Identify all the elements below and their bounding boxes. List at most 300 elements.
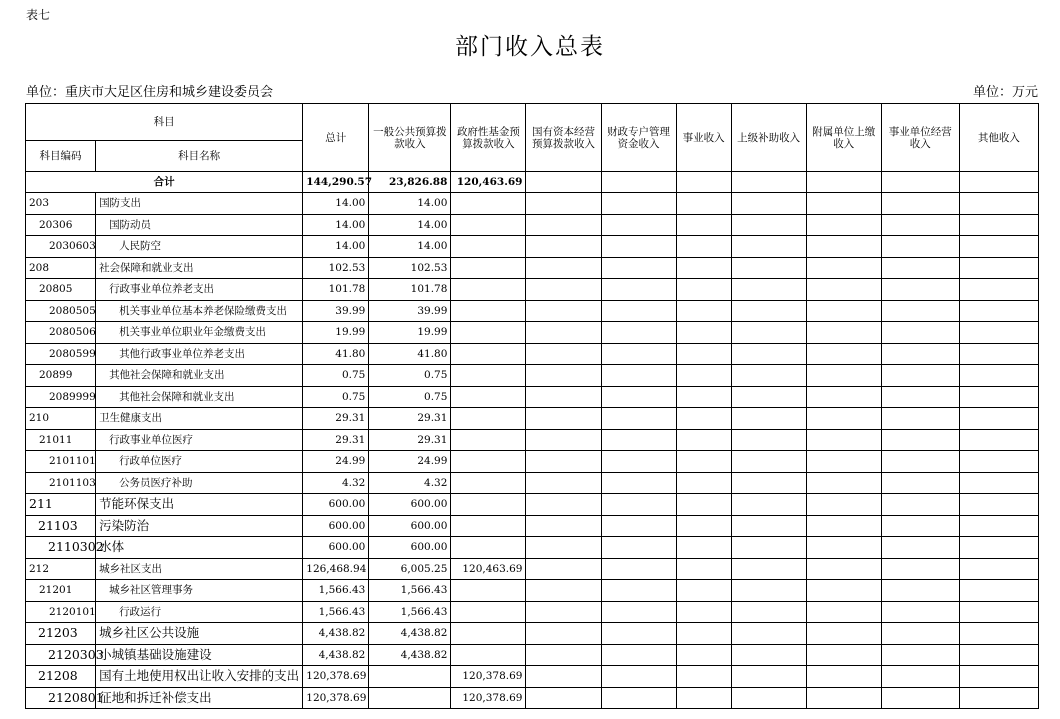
empty-cell: [601, 580, 676, 602]
row-code: 20899: [26, 365, 96, 387]
empty-cell: [676, 644, 731, 666]
row-general: 0.75: [369, 365, 451, 387]
row-fund: [451, 408, 526, 430]
row-name: 水体: [96, 537, 303, 559]
empty-cell: [959, 558, 1038, 580]
empty-cell: [526, 451, 601, 473]
empty-cell: [601, 365, 676, 387]
empty-cell: [731, 257, 806, 279]
empty-cell: [806, 515, 881, 537]
empty-cell: [881, 257, 959, 279]
empty-cell: [526, 193, 601, 215]
empty-cell: [959, 257, 1038, 279]
empty-cell: [731, 601, 806, 623]
empty-cell: [806, 644, 881, 666]
empty-cell: [731, 300, 806, 322]
row-general: 19.99: [369, 322, 451, 344]
empty-cell: [731, 558, 806, 580]
empty-cell: [676, 472, 731, 494]
empty-cell: [881, 236, 959, 258]
row-name: 公务员医疗补助: [96, 472, 303, 494]
row-fund: [451, 193, 526, 215]
row-total: 126,468.94: [303, 558, 369, 580]
row-fund: [451, 236, 526, 258]
row-total: 39.99: [303, 300, 369, 322]
empty-cell: [959, 429, 1038, 451]
table-row: [26, 472, 1039, 494]
empty-cell: [676, 515, 731, 537]
empty-cell: [881, 580, 959, 602]
empty-cell: [959, 472, 1038, 494]
empty-cell: [806, 214, 881, 236]
empty-cell: [676, 279, 731, 301]
table-row: [26, 451, 1039, 473]
empty-cell: [676, 236, 731, 258]
empty-cell: [676, 537, 731, 559]
row-code: 2080505: [26, 300, 96, 322]
empty-cell: [959, 687, 1038, 709]
empty-cell: [806, 322, 881, 344]
empty-cell: [806, 386, 881, 408]
header-col: 一般公共预算拨款收入: [369, 104, 451, 172]
empty-cell: [881, 386, 959, 408]
empty-cell: [806, 537, 881, 559]
row-total: 0.75: [303, 386, 369, 408]
table-row: [26, 257, 1039, 279]
row-code: 20805: [26, 279, 96, 301]
empty-cell: [601, 644, 676, 666]
table-row: [26, 322, 1039, 344]
row-fund: 120,463.69: [451, 558, 526, 580]
empty-cell: [959, 623, 1038, 645]
empty-cell: [881, 408, 959, 430]
row-name: 征地和拆迁补偿支出: [96, 687, 303, 709]
row-code: 2101101: [26, 451, 96, 473]
row-total: 0.75: [303, 365, 369, 387]
row-fund: [451, 365, 526, 387]
empty-cell: [881, 343, 959, 365]
header-col: 事业单位经营收入: [881, 104, 959, 172]
empty-cell: [526, 623, 601, 645]
row-general: 6,005.25: [369, 558, 451, 580]
empty-cell: [806, 623, 881, 645]
empty-cell: [959, 451, 1038, 473]
empty-cell: [806, 236, 881, 258]
table-row: [26, 279, 1039, 301]
empty-cell: [806, 300, 881, 322]
empty-cell: [676, 257, 731, 279]
row-general: 1,566.43: [369, 580, 451, 602]
empty-cell: [881, 623, 959, 645]
empty-cell: [881, 300, 959, 322]
table-row: [26, 494, 1039, 516]
empty-cell: [526, 666, 601, 688]
row-name: 社会保障和就业支出: [96, 257, 303, 279]
row-fund: [451, 257, 526, 279]
empty-cell: [601, 343, 676, 365]
row-code: 2120303: [26, 644, 96, 666]
empty-cell: [881, 494, 959, 516]
empty-cell: [806, 257, 881, 279]
row-name: 小城镇基础设施建设: [96, 644, 303, 666]
row-code: 2110302: [26, 537, 96, 559]
row-name: 其他社会保障和就业支出: [96, 365, 303, 387]
total-value: 144,290.57: [303, 172, 369, 193]
row-general: 14.00: [369, 236, 451, 258]
table-row: [26, 558, 1039, 580]
row-name: 行政事业单位养老支出: [96, 279, 303, 301]
row-general: 4,438.82: [369, 623, 451, 645]
row-fund: [451, 214, 526, 236]
page-title: 部门收入总表: [455, 34, 605, 60]
empty-cell: [731, 472, 806, 494]
total-general: 23,826.88: [369, 172, 451, 193]
row-total: 120,378.69: [303, 687, 369, 709]
empty-cell: [676, 451, 731, 473]
row-code: 21203: [26, 623, 96, 645]
empty-cell: [959, 236, 1038, 258]
total-row: [26, 172, 1039, 193]
header-col: 国有资本经营预算拨款收入: [526, 104, 601, 172]
empty-cell: [959, 279, 1038, 301]
row-total: 1,566.43: [303, 580, 369, 602]
row-code: 2080506: [26, 322, 96, 344]
row-general: 4,438.82: [369, 644, 451, 666]
empty-cell: [959, 666, 1038, 688]
row-code: 20306: [26, 214, 96, 236]
empty-cell: [731, 322, 806, 344]
empty-cell: [806, 687, 881, 709]
row-name: 城乡社区公共设施: [96, 623, 303, 645]
row-fund: [451, 644, 526, 666]
empty-cell: [959, 193, 1038, 215]
row-fund: [451, 386, 526, 408]
row-name: 国有土地使用权出让收入安排的支出: [96, 666, 303, 688]
table-label: 表七: [26, 8, 51, 22]
empty-cell: [881, 537, 959, 559]
empty-cell: [731, 666, 806, 688]
row-general: 600.00: [369, 537, 451, 559]
empty-cell: [881, 451, 959, 473]
header-name: 科目名称: [96, 141, 303, 172]
row-fund: 120,378.69: [451, 666, 526, 688]
row-code: 208: [26, 257, 96, 279]
empty-cell: [601, 515, 676, 537]
empty-cell: [881, 644, 959, 666]
row-fund: [451, 601, 526, 623]
row-total: 1,566.43: [303, 601, 369, 623]
table-row: [26, 537, 1039, 559]
row-total: 120,378.69: [303, 666, 369, 688]
row-total: 19.99: [303, 322, 369, 344]
row-code: 21208: [26, 666, 96, 688]
table-row: [26, 644, 1039, 666]
empty-cell: [601, 408, 676, 430]
total-label: 合计: [26, 172, 303, 193]
table-body: [26, 172, 1039, 709]
row-code: 2120801: [26, 687, 96, 709]
row-total: 600.00: [303, 515, 369, 537]
row-fund: [451, 515, 526, 537]
row-total: 600.00: [303, 494, 369, 516]
table-row: [26, 623, 1039, 645]
row-name: 其他行政事业单位养老支出: [96, 343, 303, 365]
row-fund: [451, 322, 526, 344]
empty-cell: [731, 623, 806, 645]
empty-cell: [526, 343, 601, 365]
row-total: 41.80: [303, 343, 369, 365]
empty-cell: [601, 257, 676, 279]
empty-cell: [676, 365, 731, 387]
header-col: 总计: [303, 104, 369, 172]
empty-cell: [526, 322, 601, 344]
empty-cell: [601, 494, 676, 516]
header-col: 财政专户管理资金收入: [601, 104, 676, 172]
empty-cell: [959, 580, 1038, 602]
row-fund: [451, 451, 526, 473]
empty-cell: [731, 687, 806, 709]
empty-cell: [731, 365, 806, 387]
empty-cell: [526, 300, 601, 322]
row-fund: [451, 537, 526, 559]
empty-cell: [881, 279, 959, 301]
row-general: 101.78: [369, 279, 451, 301]
empty-cell: [676, 408, 731, 430]
row-general: 1,566.43: [369, 601, 451, 623]
table-row: [26, 365, 1039, 387]
empty-cell: [806, 472, 881, 494]
empty-cell: [526, 408, 601, 430]
row-code: 2120101: [26, 601, 96, 623]
row-general: [369, 687, 451, 709]
empty-cell: [731, 386, 806, 408]
row-fund: [451, 300, 526, 322]
row-total: 14.00: [303, 236, 369, 258]
row-total: 24.99: [303, 451, 369, 473]
empty-cell: [881, 515, 959, 537]
row-general: 29.31: [369, 429, 451, 451]
empty-cell: [881, 687, 959, 709]
empty-cell: [601, 537, 676, 559]
row-name: 节能环保支出: [96, 494, 303, 516]
empty-cell: [676, 494, 731, 516]
empty-cell: [601, 601, 676, 623]
table-row: [26, 386, 1039, 408]
row-name: 行政事业单位医疗: [96, 429, 303, 451]
empty-cell: [526, 537, 601, 559]
empty-cell: [881, 666, 959, 688]
header-col: 政府性基金预算拨款收入: [451, 104, 526, 172]
empty-cell: [806, 343, 881, 365]
empty-cell: [806, 666, 881, 688]
header-subject: 科目: [26, 104, 303, 141]
empty-cell: [601, 214, 676, 236]
empty-cell: [526, 580, 601, 602]
empty-cell: [676, 193, 731, 215]
row-general: 600.00: [369, 494, 451, 516]
row-total: 4,438.82: [303, 644, 369, 666]
empty-cell: [526, 644, 601, 666]
row-general: 0.75: [369, 386, 451, 408]
row-general: 102.53: [369, 257, 451, 279]
empty-cell: [881, 193, 959, 215]
empty-cell: [731, 494, 806, 516]
empty-cell: [806, 601, 881, 623]
row-general: 14.00: [369, 193, 451, 215]
row-code: 21103: [26, 515, 96, 537]
row-name: 国防支出: [96, 193, 303, 215]
empty-cell: [881, 322, 959, 344]
empty-cell: [959, 601, 1038, 623]
row-total: 4.32: [303, 472, 369, 494]
row-name: 人民防空: [96, 236, 303, 258]
empty-cell: [676, 429, 731, 451]
row-code: 21011: [26, 429, 96, 451]
row-name: 卫生健康支出: [96, 408, 303, 430]
row-fund: [451, 279, 526, 301]
empty-cell: [731, 408, 806, 430]
empty-cell: [676, 623, 731, 645]
empty-cell: [601, 623, 676, 645]
empty-cell: [806, 193, 881, 215]
empty-cell: [731, 429, 806, 451]
row-name: 机关事业单位基本养老保险缴费支出: [96, 300, 303, 322]
empty-cell: [601, 386, 676, 408]
row-name: 行政运行: [96, 601, 303, 623]
empty-cell: [526, 386, 601, 408]
table-row: [26, 236, 1039, 258]
empty-cell: [526, 472, 601, 494]
row-general: 4.32: [369, 472, 451, 494]
empty-cell: [731, 644, 806, 666]
empty-cell: [806, 365, 881, 387]
empty-cell: [601, 472, 676, 494]
empty-cell: [526, 601, 601, 623]
empty-cell: [731, 343, 806, 365]
empty-cell: [601, 687, 676, 709]
empty-cell: [959, 386, 1038, 408]
empty-cell: [731, 193, 806, 215]
empty-cell: [806, 558, 881, 580]
table-row: [26, 601, 1039, 623]
row-code: 210: [26, 408, 96, 430]
empty-cell: [881, 601, 959, 623]
empty-cell: [881, 214, 959, 236]
row-code: 211: [26, 494, 96, 516]
empty-cell: [526, 236, 601, 258]
row-fund: [451, 494, 526, 516]
empty-cell: [959, 537, 1038, 559]
empty-cell: [731, 580, 806, 602]
empty-cell: [526, 279, 601, 301]
row-total: 600.00: [303, 537, 369, 559]
row-fund: [451, 580, 526, 602]
row-name: 其他社会保障和就业支出: [96, 386, 303, 408]
row-code: 212: [26, 558, 96, 580]
row-code: 2080599: [26, 343, 96, 365]
empty-cell: [806, 279, 881, 301]
table-row: [26, 429, 1039, 451]
empty-cell: [881, 558, 959, 580]
table-row: [26, 515, 1039, 537]
empty-cell: [806, 408, 881, 430]
empty-cell: [806, 451, 881, 473]
row-code: 21201: [26, 580, 96, 602]
empty-cell: [959, 644, 1038, 666]
empty-cell: [731, 515, 806, 537]
empty-cell: [881, 429, 959, 451]
empty-cell: [959, 322, 1038, 344]
row-total: 102.53: [303, 257, 369, 279]
table-row: [26, 214, 1039, 236]
table-row: [26, 193, 1039, 215]
empty-cell: [959, 214, 1038, 236]
row-general: 24.99: [369, 451, 451, 473]
row-name: 行政单位医疗: [96, 451, 303, 473]
empty-cell: [601, 279, 676, 301]
empty-cell: [676, 386, 731, 408]
empty-cell: [526, 214, 601, 236]
empty-cell: [806, 580, 881, 602]
empty-cell: [676, 666, 731, 688]
row-general: 600.00: [369, 515, 451, 537]
empty-cell: [601, 193, 676, 215]
empty-cell: [731, 537, 806, 559]
row-name: 城乡社区支出: [96, 558, 303, 580]
empty-cell: [806, 429, 881, 451]
empty-cell: [959, 343, 1038, 365]
empty-cell: [959, 300, 1038, 322]
table-row: [26, 343, 1039, 365]
empty-cell: [601, 236, 676, 258]
header-col: 附属单位上缴收入: [806, 104, 881, 172]
empty-cell: [731, 236, 806, 258]
row-fund: [451, 623, 526, 645]
row-fund: 120,378.69: [451, 687, 526, 709]
row-fund: [451, 343, 526, 365]
empty-cell: [959, 365, 1038, 387]
header-col: 事业收入: [676, 104, 731, 172]
empty-cell: [676, 558, 731, 580]
empty-cell: [601, 666, 676, 688]
empty-cell: [526, 515, 601, 537]
empty-cell: [731, 214, 806, 236]
empty-cell: [676, 322, 731, 344]
empty-cell: [526, 365, 601, 387]
row-name: 污染防治: [96, 515, 303, 537]
income-table: [25, 103, 1039, 709]
row-fund: [451, 472, 526, 494]
row-general: 29.31: [369, 408, 451, 430]
empty-cell: [676, 687, 731, 709]
table-row: [26, 580, 1039, 602]
empty-cell: [806, 494, 881, 516]
row-general: 39.99: [369, 300, 451, 322]
unit-organization: 单位：重庆市大足区住房和城乡建设委员会: [26, 85, 274, 100]
table-row: [26, 300, 1039, 322]
row-total: 14.00: [303, 214, 369, 236]
row-total: 29.31: [303, 429, 369, 451]
row-general: [369, 666, 451, 688]
empty-cell: [676, 300, 731, 322]
row-code: 2089999: [26, 386, 96, 408]
row-name: 城乡社区管理事务: [96, 580, 303, 602]
empty-cell: [881, 365, 959, 387]
header-col: 其他收入: [959, 104, 1038, 172]
row-code: 2030603: [26, 236, 96, 258]
empty-cell: [601, 300, 676, 322]
empty-cell: [676, 580, 731, 602]
